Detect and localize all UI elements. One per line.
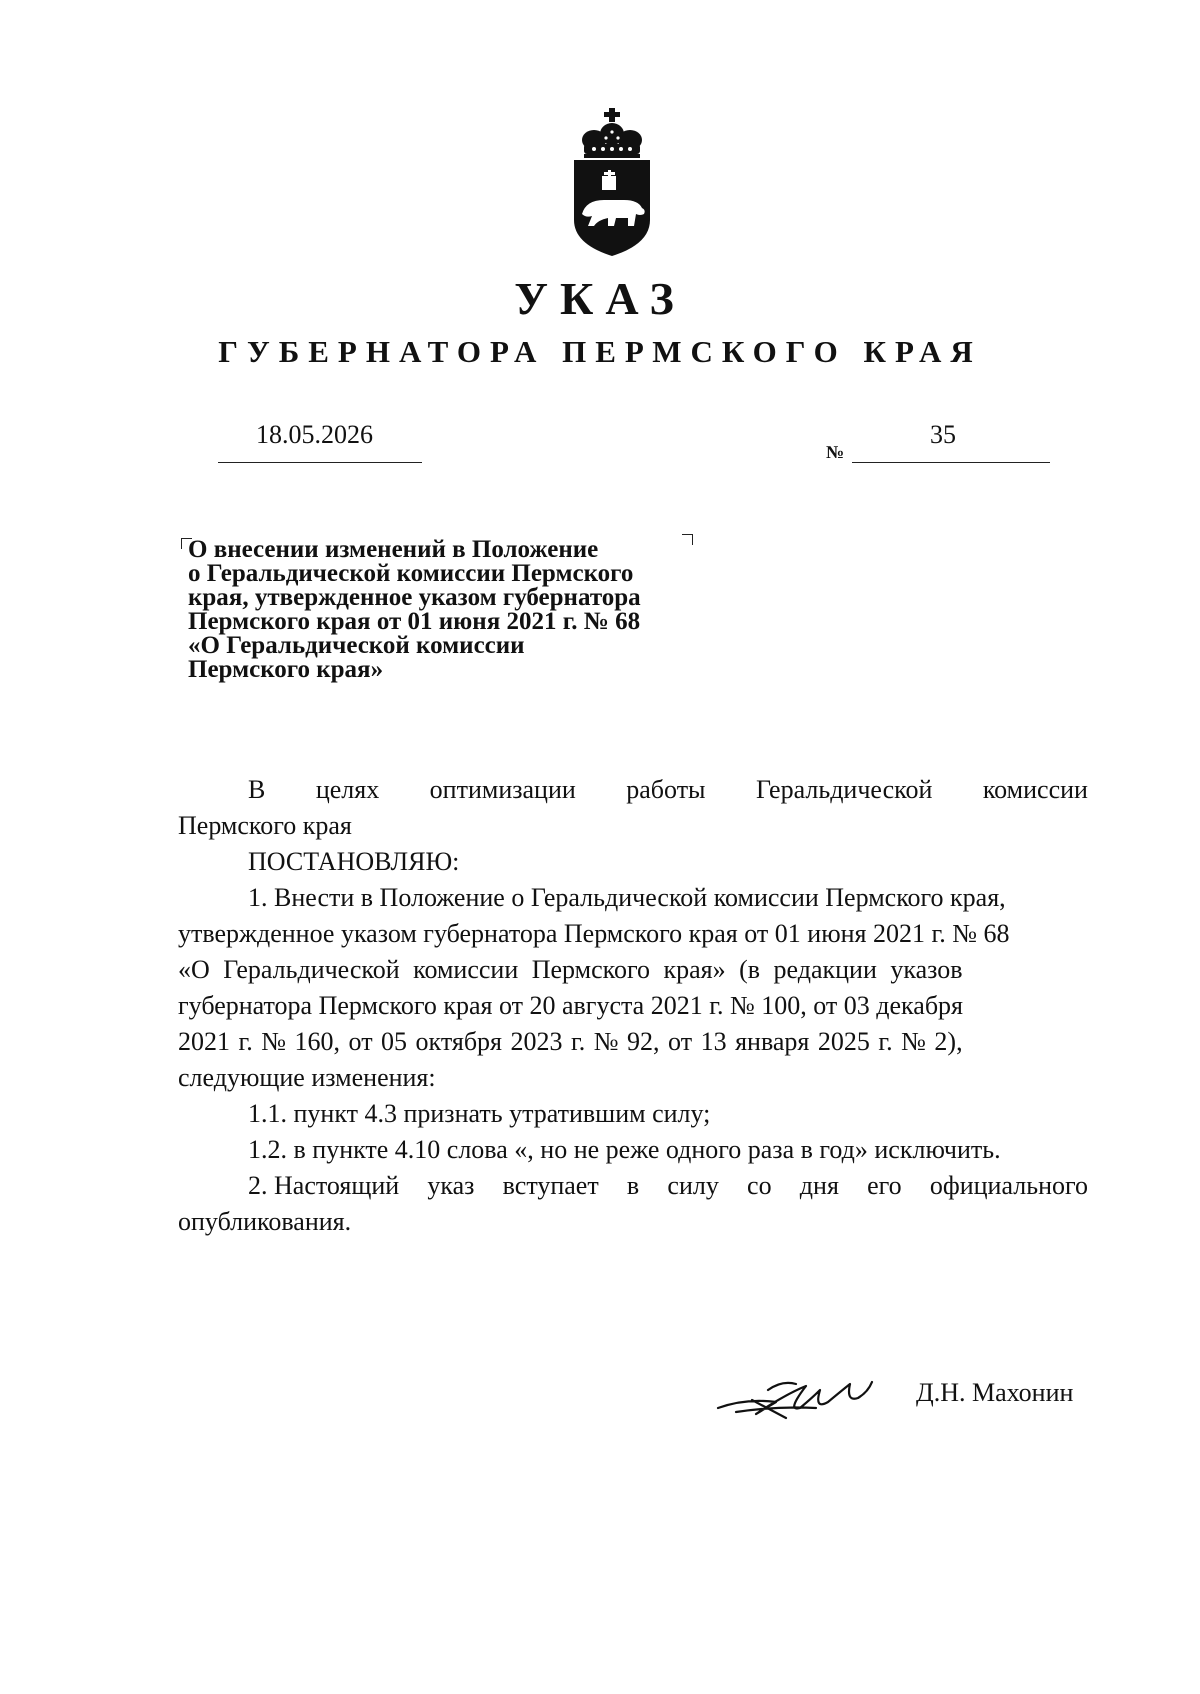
subject-line: Пермского края» bbox=[188, 656, 384, 683]
date-field bbox=[218, 420, 422, 463]
item-1-line bbox=[178, 880, 1088, 916]
item-2-word: его bbox=[867, 1171, 902, 1200]
decree-date: 18.05.2026 bbox=[256, 420, 373, 449]
item-1-text: 1. Внести в Положение о Геральдической комиссии Пермского края, bbox=[248, 883, 1006, 912]
item-2-word: со bbox=[747, 1171, 772, 1200]
decree-number: 35 bbox=[930, 420, 956, 449]
preamble-word: целях bbox=[315, 775, 380, 804]
item-1-line bbox=[178, 1024, 1088, 1060]
item-2-word: официального bbox=[929, 1171, 1088, 1200]
subject-line: О внесении изменений в Положение bbox=[188, 536, 599, 563]
subject-line: «О Геральдической комиссии bbox=[188, 632, 525, 659]
item-2-word: дня bbox=[799, 1171, 839, 1200]
item-1-text: 2021 г. № 160, от 05 октября 2023 г. № 92, от 13 января 2025 г. № 2), bbox=[178, 1027, 963, 1056]
subject-line: о Геральдической комиссии Пермского bbox=[188, 560, 634, 587]
item-2-word: 2. Настоящий bbox=[248, 1171, 400, 1200]
item-1-line bbox=[178, 988, 1088, 1024]
item-1-1: 1.1. пункт 4.3 признать утратившим силу; bbox=[248, 1099, 711, 1128]
item-2-word: силу bbox=[667, 1171, 719, 1200]
number-sign: № bbox=[826, 442, 845, 462]
item-1-text: «О Геральдической комиссии Пермского края» (в редакции указов bbox=[178, 955, 963, 984]
item-2-line bbox=[178, 1168, 1088, 1204]
document-subtitle: ГУБЕРНАТОРА ПЕРМСКОГО КРАЯ bbox=[218, 334, 982, 369]
item-2-word: в bbox=[626, 1171, 640, 1200]
preamble-line-2: Пермского края bbox=[178, 811, 352, 840]
signer-name: Д.Н. Махонин bbox=[916, 1378, 1074, 1407]
preamble-word: комиссии bbox=[982, 775, 1088, 804]
preamble-word: Геральдической bbox=[756, 775, 933, 804]
item-2-last-line: опубликования. bbox=[178, 1207, 352, 1236]
preamble-word: В bbox=[248, 775, 266, 804]
subject-line: Пермского края от 01 июня 2021 г. № 68 bbox=[188, 608, 641, 635]
item-1-text: губернатора Пермского края от 20 августа 2021 г. № 100, от 03 декабря bbox=[178, 991, 964, 1020]
preamble-word: оптимизации bbox=[429, 775, 576, 804]
item-1-text: утвержденное указом губернатора Пермского края от 01 июня 2021 г. № 68 bbox=[178, 919, 1010, 948]
item-2-word: указ bbox=[427, 1171, 475, 1200]
handwritten-signature-icon bbox=[716, 1368, 874, 1424]
item-2-word: вступает bbox=[502, 1171, 599, 1200]
subject-line: края, утвержденное указом губернатора bbox=[188, 584, 641, 611]
item-1-last-line: следующие изменения: bbox=[178, 1063, 436, 1092]
item-1-line bbox=[178, 952, 1088, 988]
document-title: УКАЗ bbox=[514, 273, 686, 324]
resolve-keyword: ПОСТАНОВЛЯЮ: bbox=[248, 847, 460, 876]
preamble-line-1 bbox=[178, 772, 1088, 808]
preamble bbox=[178, 772, 1088, 1240]
perm-krai-coat-of-arms-icon bbox=[564, 108, 660, 260]
preamble-word: работы bbox=[626, 775, 706, 804]
item-1-2: 1.2. в пункте 4.10 слова «, но не реже одного раза в год» исключить. bbox=[248, 1135, 1001, 1164]
number-field bbox=[852, 420, 1050, 463]
item-1-line bbox=[178, 916, 1088, 952]
decree-subject bbox=[188, 538, 728, 682]
